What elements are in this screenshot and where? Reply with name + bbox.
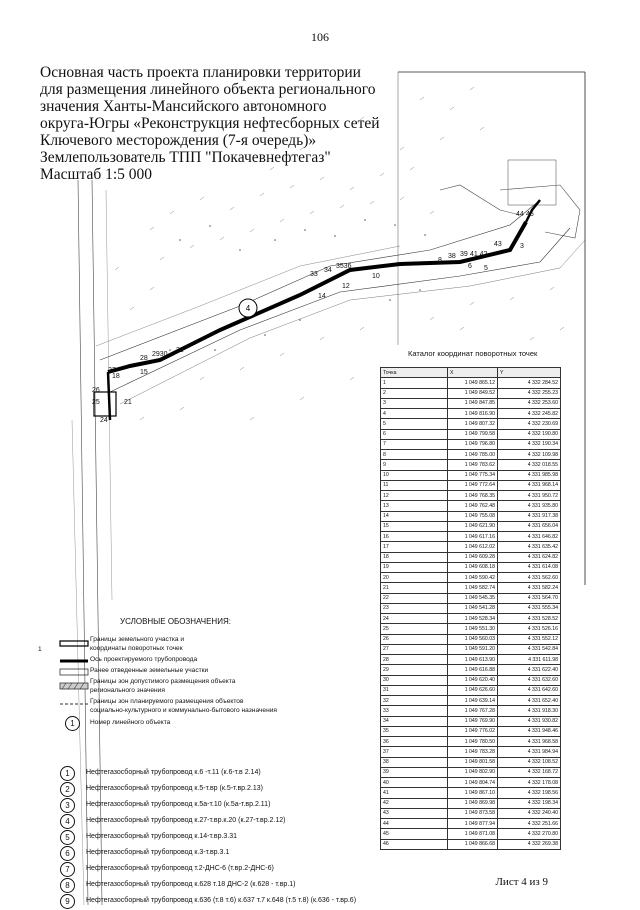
table-row	[381, 737, 561, 747]
svg-text:25: 25	[92, 399, 100, 406]
table-cell: 4 331 624.82	[498, 552, 561, 562]
table-cell: 11	[381, 480, 448, 490]
table-cell: 4 332 108.52	[498, 757, 561, 767]
legend-one-label: 1	[38, 646, 42, 653]
table-row	[381, 398, 561, 408]
table-cell: 4 331 552.12	[498, 634, 561, 644]
title-line: Землепользователь ТПП "Покачевнефтегаз"	[40, 149, 331, 166]
table-cell: 4 332 109.98	[498, 450, 561, 460]
table-cell: 1 049 626.60	[448, 685, 498, 695]
table-cell: 4 332 253.60	[498, 398, 561, 408]
table-row	[381, 419, 561, 429]
title-line: Основная часть проекта планировки территории	[40, 64, 361, 81]
table-row	[381, 439, 561, 449]
table-cell: 4 332 178.08	[498, 778, 561, 788]
table-row	[381, 470, 561, 480]
table-cell: 1 049 617.16	[448, 532, 498, 542]
table-cell: 41	[381, 788, 448, 798]
table-cell: 1 049 873.58	[448, 808, 498, 818]
table-cell: 1 049 612.02	[448, 542, 498, 552]
object-number-label: 4	[245, 304, 251, 313]
svg-text:8: 8	[438, 257, 442, 264]
table-cell: 4 331 635.42	[498, 542, 561, 552]
table-row	[381, 665, 561, 675]
table-cell: 30	[381, 675, 448, 685]
table-cell: 20	[381, 573, 448, 583]
table-cell: 1 049 609.28	[448, 552, 498, 562]
table-cell: 1 049 783.28	[448, 747, 498, 757]
table-row	[381, 450, 561, 460]
svg-text:39: 39	[460, 251, 468, 258]
table-cell: 1 049 865.12	[448, 378, 498, 388]
table-cell: 33	[381, 706, 448, 716]
table-cell: 4 332 168.72	[498, 767, 561, 777]
table-cell: 1 049 755.08	[448, 511, 498, 521]
svg-text:45: 45	[526, 211, 534, 218]
title-line: Ключевого месторождения (7-я очередь)»	[40, 132, 317, 149]
svg-text:6: 6	[468, 263, 472, 270]
table-cell: 4 332 240.40	[498, 808, 561, 818]
table-row	[381, 562, 561, 572]
list-item: 3 Нефтегазосборный трубопровод к.5а-т.10 (к.5а-т.вр.2.11)	[60, 798, 390, 814]
table-cell: 1 049 591.20	[448, 644, 498, 654]
list-item: 9 Нефтегазосборный трубопровод к.636 (т.8 т.6) к.637 т.7 к.648 (т.5 т.8) (к.636 - т.вр.6)	[60, 894, 390, 910]
legend-title: УСЛОВНЫЕ ОБОЗНАЧЕНИЯ:	[120, 617, 231, 626]
table-row	[381, 655, 561, 665]
table-cell: 1 049 582.74	[448, 583, 498, 593]
svg-text:26: 26	[92, 387, 100, 394]
legend-circle: 1	[65, 716, 80, 731]
table-row	[381, 603, 561, 613]
coordinates-table	[380, 367, 561, 850]
table-cell: 4 331 948.46	[498, 726, 561, 736]
list-item: 6 Нефтегазосборный трубопровод к.3-т.вр.3.1	[60, 846, 390, 862]
table-cell: 5	[381, 419, 448, 429]
table-cell: 4 331 555.34	[498, 603, 561, 613]
table-cell: 40	[381, 778, 448, 788]
svg-text:3536: 3536	[336, 263, 352, 270]
table-cell: 16	[381, 532, 448, 542]
table-row	[381, 675, 561, 685]
table-cell: 1 049 762.48	[448, 501, 498, 511]
svg-text:10: 10	[372, 273, 380, 280]
sheet-number: Лист 4 из 9	[495, 876, 548, 888]
svg-text:43: 43	[494, 241, 502, 248]
table-cell: 1 049 551.30	[448, 624, 498, 634]
table-cell: 4 331 622.40	[498, 665, 561, 675]
table-cell: 1 049 780.50	[448, 737, 498, 747]
pipeline-branch	[108, 372, 110, 420]
table-row	[381, 788, 561, 798]
table-cell: 4 331 968.14	[498, 480, 561, 490]
table-cell: 6	[381, 429, 448, 439]
table-cell: 24	[381, 614, 448, 624]
table-row	[381, 624, 561, 634]
table-cell: 4 331 646.82	[498, 532, 561, 542]
table-cell: 1 049 545.35	[448, 593, 498, 603]
table-cell: 1 049 560.03	[448, 634, 498, 644]
table-cell: 4 331 985.98	[498, 470, 561, 480]
table-cell: 4 331 562.60	[498, 573, 561, 583]
table-cell: 4 331 528.52	[498, 614, 561, 624]
table-row	[381, 696, 561, 706]
page-number: 106	[311, 30, 329, 44]
svg-text:14: 14	[318, 293, 326, 300]
table-cell: 46	[381, 839, 448, 849]
svg-text:44: 44	[516, 211, 524, 218]
table-cell: 1 049 785.00	[448, 450, 498, 460]
table-cell: 1 049 541.28	[448, 603, 498, 613]
table-row	[381, 706, 561, 716]
table-row	[381, 839, 561, 849]
svg-text:27: 27	[108, 367, 116, 374]
table-cell: 37	[381, 747, 448, 757]
table-cell: 4 332 245.82	[498, 409, 561, 419]
table-cell: 4 332 255.23	[498, 388, 561, 398]
table-cell: 4 331 642.60	[498, 685, 561, 695]
table-cell: 1 049 772.64	[448, 480, 498, 490]
table-cell: 1 049 639.14	[448, 696, 498, 706]
table-cell: 4 331 656.04	[498, 521, 561, 531]
table-row	[381, 747, 561, 757]
list-item: 4 Нефтегазосборный трубопровод к.27-т.вр.к.20 (к.27-т.вр.2.12)	[60, 814, 390, 830]
table-cell: 1 049 877.94	[448, 819, 498, 829]
table-cell: 4 332 198.56	[498, 788, 561, 798]
table-row	[381, 808, 561, 818]
table-row	[381, 460, 561, 470]
table-cell: 3	[381, 398, 448, 408]
table-cell: 1 049 620.40	[448, 675, 498, 685]
table-cell: 4 331 564.70	[498, 593, 561, 603]
table-row	[381, 757, 561, 767]
title-line: значения Ханты-Мансийского автономного	[40, 98, 327, 115]
table-cell: 22	[381, 593, 448, 603]
table-row	[381, 716, 561, 726]
table-cell: 1 049 590.42	[448, 573, 498, 583]
table-cell: 1 049 869.98	[448, 798, 498, 808]
table-cell: 45	[381, 829, 448, 839]
list-item: 5 Нефтегазосборный трубопровод к.14-т.вр.3.31	[60, 830, 390, 846]
table-cell: 14	[381, 511, 448, 521]
table-cell: 4 332 270.80	[498, 829, 561, 839]
table-row	[381, 819, 561, 829]
svg-text:41 42: 41 42	[470, 251, 488, 258]
table-cell: 29	[381, 665, 448, 675]
table-cell: 4 331 984.94	[498, 747, 561, 757]
svg-text:18: 18	[112, 373, 120, 380]
list-item: 7 Нефтегазосборный трубопровод т.2-ДНС-6 (т.вр.2-ДНС-6)	[60, 862, 390, 878]
table-cell: 4 331 542.84	[498, 644, 561, 654]
table-cell: 43	[381, 808, 448, 818]
table-cell: 4 331 930.82	[498, 716, 561, 726]
table-cell: 32	[381, 696, 448, 706]
table-row	[381, 593, 561, 603]
table-cell: 10	[381, 470, 448, 480]
list-item: 8 Нефтегазосборный трубопровод к.628 т.18 ДНС-2 (к.628 - т.вр.1)	[60, 878, 390, 894]
table-cell: 1 049 528.34	[448, 614, 498, 624]
title-line: Масштаб 1:5 000	[40, 166, 153, 183]
table-cell: 4 332 251.66	[498, 819, 561, 829]
table-row	[381, 685, 561, 695]
table-cell: 4 331 652.40	[498, 696, 561, 706]
table-cell: 1 049 767.28	[448, 706, 498, 716]
table-row	[381, 634, 561, 644]
table-cell: 18	[381, 552, 448, 562]
col-header-point: Точка	[381, 368, 448, 378]
table-cell: 1 049 807.32	[448, 419, 498, 429]
table-cell: 1 049 775.34	[448, 470, 498, 480]
title-line: для размещения линейного объекта регионального	[40, 81, 376, 98]
list-item: 1 Нефтегазосборный трубопровод к.6 -т.11 (к.6-т.в 2.14)	[60, 766, 390, 782]
table-row	[381, 542, 561, 552]
table-row	[381, 480, 561, 490]
table-cell: 28	[381, 655, 448, 665]
table-cell: 4 331 614.08	[498, 562, 561, 572]
table-cell: 12	[381, 491, 448, 501]
table-row	[381, 501, 561, 511]
table-cell: 1 049 613.90	[448, 655, 498, 665]
table-cell: 4 332 230.69	[498, 419, 561, 429]
table-cell: 26	[381, 634, 448, 644]
table-cell: 1 049 796.80	[448, 439, 498, 449]
table-cell: 1 049 783.62	[448, 460, 498, 470]
table-cell: 4 332 269.38	[498, 839, 561, 849]
table-cell: 1 049 804.74	[448, 778, 498, 788]
table-cell: 4 331 611.98	[498, 655, 561, 665]
table-row	[381, 614, 561, 624]
table-cell: 1 049 616.88	[448, 665, 498, 675]
table-cell: 4 331 935.80	[498, 501, 561, 511]
table-row	[381, 491, 561, 501]
svg-text:33: 33	[310, 271, 318, 278]
table-cell: 1 049 849.52	[448, 388, 498, 398]
table-cell: 4 331 582.24	[498, 583, 561, 593]
table-row	[381, 409, 561, 419]
table-row	[381, 583, 561, 593]
table-row	[381, 778, 561, 788]
table-cell: 4 331 632.60	[498, 675, 561, 685]
table-cell: 4 331 918.30	[498, 706, 561, 716]
table-cell: 35	[381, 726, 448, 736]
table-cell: 4 332 018.55	[498, 460, 561, 470]
table-cell: 1 049 802.90	[448, 767, 498, 777]
svg-text:21: 21	[124, 399, 132, 406]
table-row	[381, 388, 561, 398]
table-cell: 1 049 769.90	[448, 716, 498, 726]
table-row	[381, 767, 561, 777]
table-cell: 17	[381, 542, 448, 552]
table-cell: 1 049 871.08	[448, 829, 498, 839]
col-header-x: X	[448, 368, 498, 378]
svg-text:38: 38	[448, 253, 456, 260]
svg-text:32: 32	[176, 347, 184, 354]
table-row	[381, 726, 561, 736]
table-row	[381, 573, 561, 583]
table-header-row	[381, 368, 561, 378]
svg-text:24: 24	[100, 417, 108, 424]
table-cell: 4	[381, 409, 448, 419]
table-cell: 21	[381, 583, 448, 593]
table-cell: 4 331 917.38	[498, 511, 561, 521]
table-cell: 15	[381, 521, 448, 531]
table-cell: 1 049 866.68	[448, 839, 498, 849]
title-line: округа-Югры «Реконструкция нефтесборных сетей	[40, 115, 380, 132]
table-row	[381, 532, 561, 542]
table-cell: 4 332 190.80	[498, 429, 561, 439]
svg-text:28: 28	[140, 355, 148, 362]
list-item: 2 Нефтегазосборный трубопровод к.5-т.вр (к.5-т.вр.2.13)	[60, 782, 390, 798]
table-cell: 23	[381, 603, 448, 613]
table-row	[381, 552, 561, 562]
table-cell: 34	[381, 716, 448, 726]
svg-text:2930: 2930	[152, 351, 168, 358]
table-row	[381, 829, 561, 839]
svg-text:34: 34	[324, 267, 332, 274]
table-row	[381, 644, 561, 654]
table-cell: 9	[381, 460, 448, 470]
table-cell: 25	[381, 624, 448, 634]
table-cell: 4 332 198.34	[498, 798, 561, 808]
table-cell: 7	[381, 439, 448, 449]
terrain-dots	[169, 219, 426, 351]
table-cell: 1 049 847.85	[448, 398, 498, 408]
table-cell: 1 049 621.90	[448, 521, 498, 531]
table-cell: 39	[381, 767, 448, 777]
svg-text:12: 12	[342, 283, 350, 290]
table-cell: 27	[381, 644, 448, 654]
table-cell: 1 049 816.90	[448, 409, 498, 419]
table-row	[381, 378, 561, 388]
table-cell: 38	[381, 757, 448, 767]
table-cell: 1	[381, 378, 448, 388]
table-cell: 1 049 768.35	[448, 491, 498, 501]
table-row	[381, 511, 561, 521]
table-row	[381, 521, 561, 531]
table-cell: 2	[381, 388, 448, 398]
table-cell: 1 049 799.58	[448, 429, 498, 439]
table-cell: 1 049 608.18	[448, 562, 498, 572]
table-cell: 8	[381, 450, 448, 460]
svg-text:5: 5	[484, 265, 488, 272]
catalog-title: Каталог координат поворотных точек	[408, 349, 538, 358]
table-cell: 1 049 801.58	[448, 757, 498, 767]
table-row	[381, 429, 561, 439]
table-cell: 4 331 526.16	[498, 624, 561, 634]
table-cell: 36	[381, 737, 448, 747]
table-cell: 4 332 284.52	[498, 378, 561, 388]
svg-text:15: 15	[140, 369, 148, 376]
table-cell: 44	[381, 819, 448, 829]
table-cell: 4 331 950.72	[498, 491, 561, 501]
table-cell: 31	[381, 685, 448, 695]
table-cell: 19	[381, 562, 448, 572]
col-header-y: Y	[498, 368, 561, 378]
table-row	[381, 798, 561, 808]
svg-text:3: 3	[520, 243, 524, 250]
table-cell: 13	[381, 501, 448, 511]
table-cell: 42	[381, 798, 448, 808]
table-cell: 4 331 968.58	[498, 737, 561, 747]
table-cell: 1 049 867.10	[448, 788, 498, 798]
table-cell: 1 049 776.02	[448, 726, 498, 736]
table-cell: 4 332 190.34	[498, 439, 561, 449]
